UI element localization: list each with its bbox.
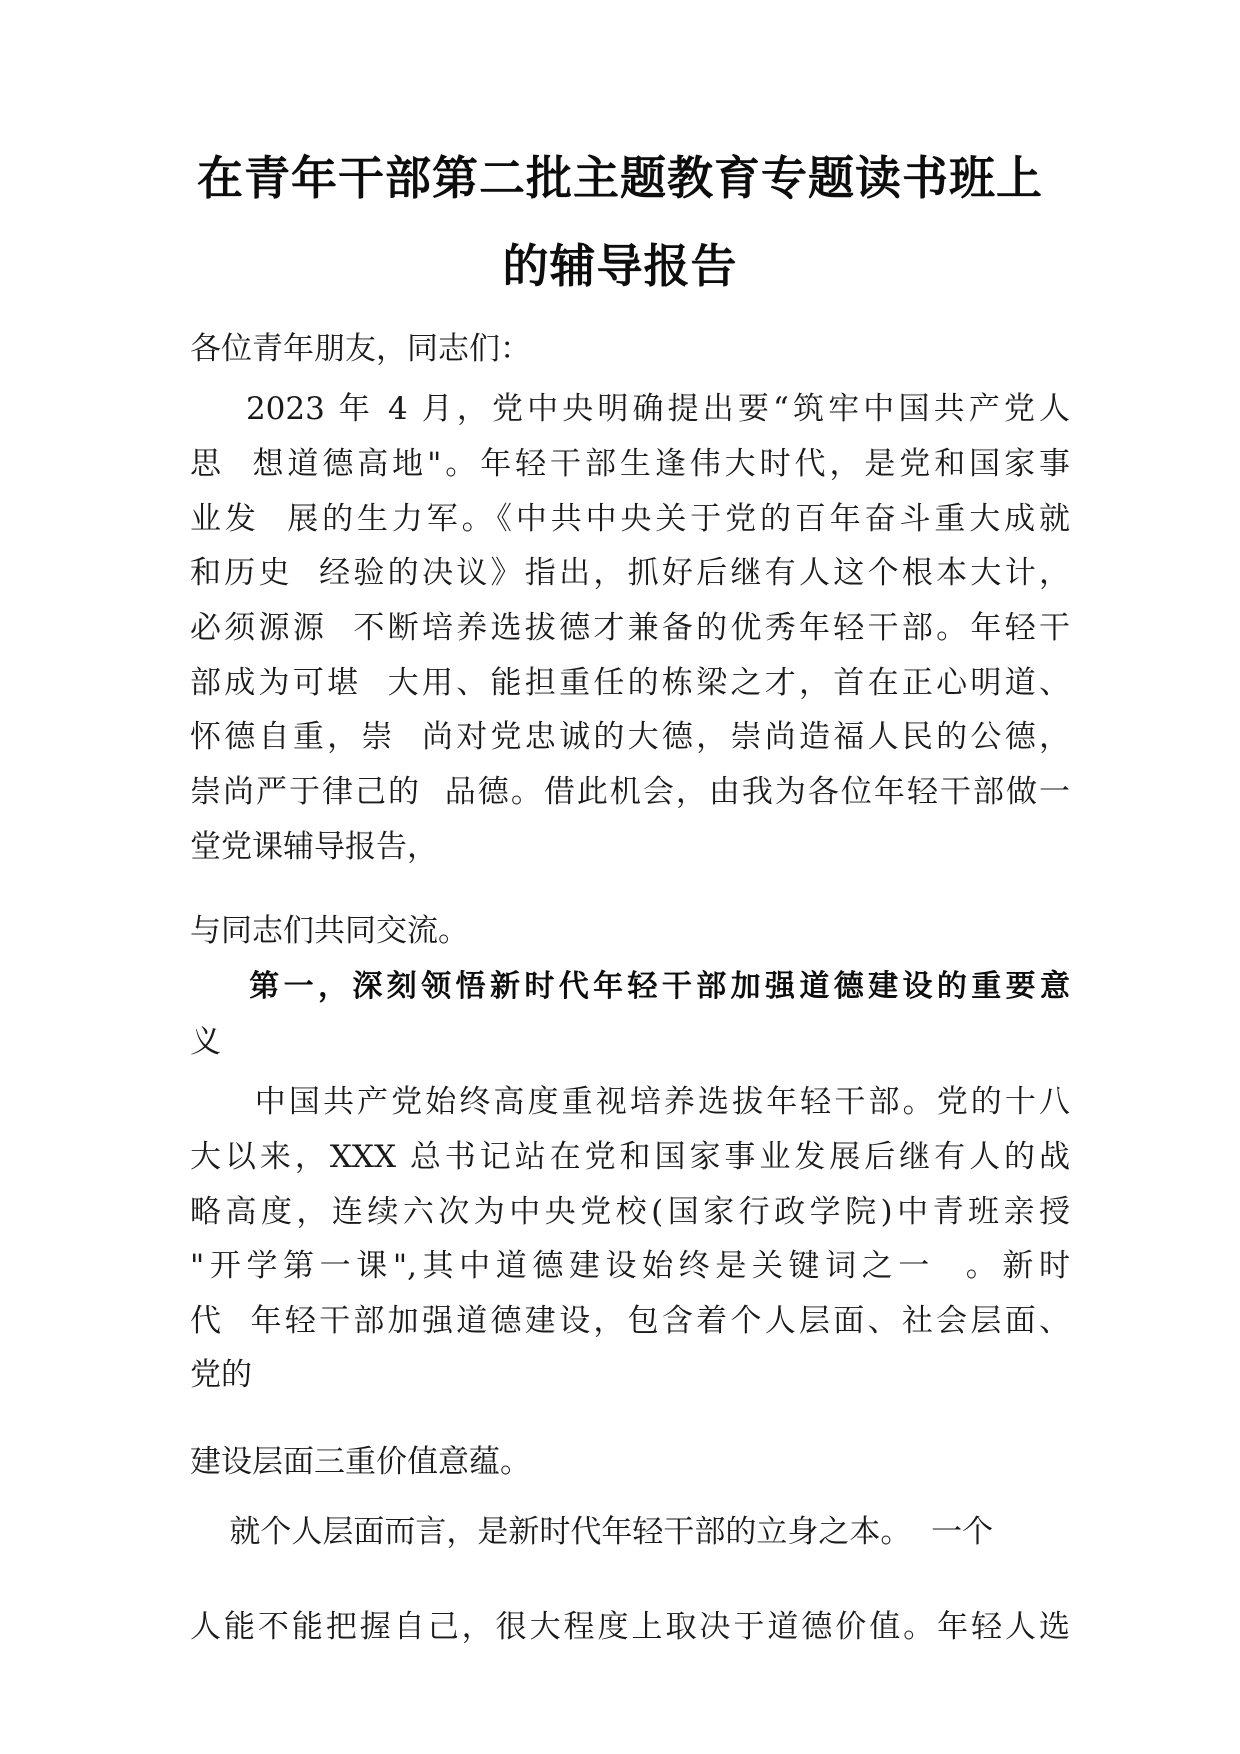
paragraph-1-line-3: 业发 展的生力军。《中共中央关于党的百年奋斗重大成就 — [190, 501, 1070, 537]
paragraph-1-line-7: 怀德自重，崇 尚对党忠诚的大德，崇尚造福人民的公德， — [190, 719, 1070, 755]
paragraph-1-line-2: 思 想道德高地"。年轻干部生逢伟大时代，是党和国家事 — [190, 446, 1070, 482]
paragraph-1-line-6: 部成为可堪 大用、能担重任的栋梁之才，首在正心明道、 — [190, 665, 1070, 701]
salutation: 各位青年朋友，同志们： — [190, 331, 531, 367]
section-heading-1: 第一，深刻领悟新时代年轻干部加强道德建设的重要意 — [190, 969, 1070, 1004]
paragraph-3-line-6: 党的 — [190, 1357, 252, 1393]
document-title-line-1: 在青年干部第二批主题教育专题读书班上 — [197, 151, 1043, 205]
paragraph-3-line-5: 代 年轻干部加强道德建设，包含着个人层面、社会层面、 — [190, 1303, 1070, 1339]
section-heading-1-tail: 义 — [190, 1024, 221, 1060]
paragraph-4-line-1: 建设层面三重价值意蕴。 — [190, 1444, 531, 1480]
paragraph-1-line-8: 崇尚严于律己的 品德。借此机会，由我为各位年轻干部做一 — [190, 774, 1070, 810]
paragraph-3-line-1: 中国共产党始终高度重视培养选拔年轻干部。党的十八 — [190, 1084, 1070, 1120]
document-title-line-2: 的辅导报告 — [502, 239, 738, 293]
paragraph-1-line-4: 和历史 经验的决议》指出，抓好后继有人这个根本大计， — [190, 555, 1070, 591]
paragraph-1-line-5: 必须源源 不断培养选拔德才兼备的优秀年轻干部。年轻干 — [190, 610, 1070, 646]
paragraph-2-line-1: 与同志们共同交流。 — [190, 913, 469, 949]
paragraph-3-line-3: 略高度，连续六次为中央党校(国家行政学院)中青班亲授 — [190, 1194, 1070, 1230]
paragraph-1-line-9: 堂党课辅导报告， — [190, 829, 438, 865]
paragraph-3-line-2: 大以来，XXX 总书记站在党和国家事业发展后继有人的战 — [190, 1139, 1070, 1175]
paragraph-1-line-1: 2023 年 4 月，党中央明确提出要“筑牢中国共产党人 — [190, 391, 1070, 427]
paragraph-5-line-2: 人能不能把握自己，很大程度上取决于道德价值。年轻人选 — [190, 1609, 1070, 1645]
paragraph-3-line-4: "开学第一课",其中道德建设始终是关键词之一 。新时 — [190, 1248, 1070, 1284]
paragraph-5-line-1: 就个人层面而言，是新时代年轻干部的立身之本。 一个 — [190, 1514, 994, 1550]
